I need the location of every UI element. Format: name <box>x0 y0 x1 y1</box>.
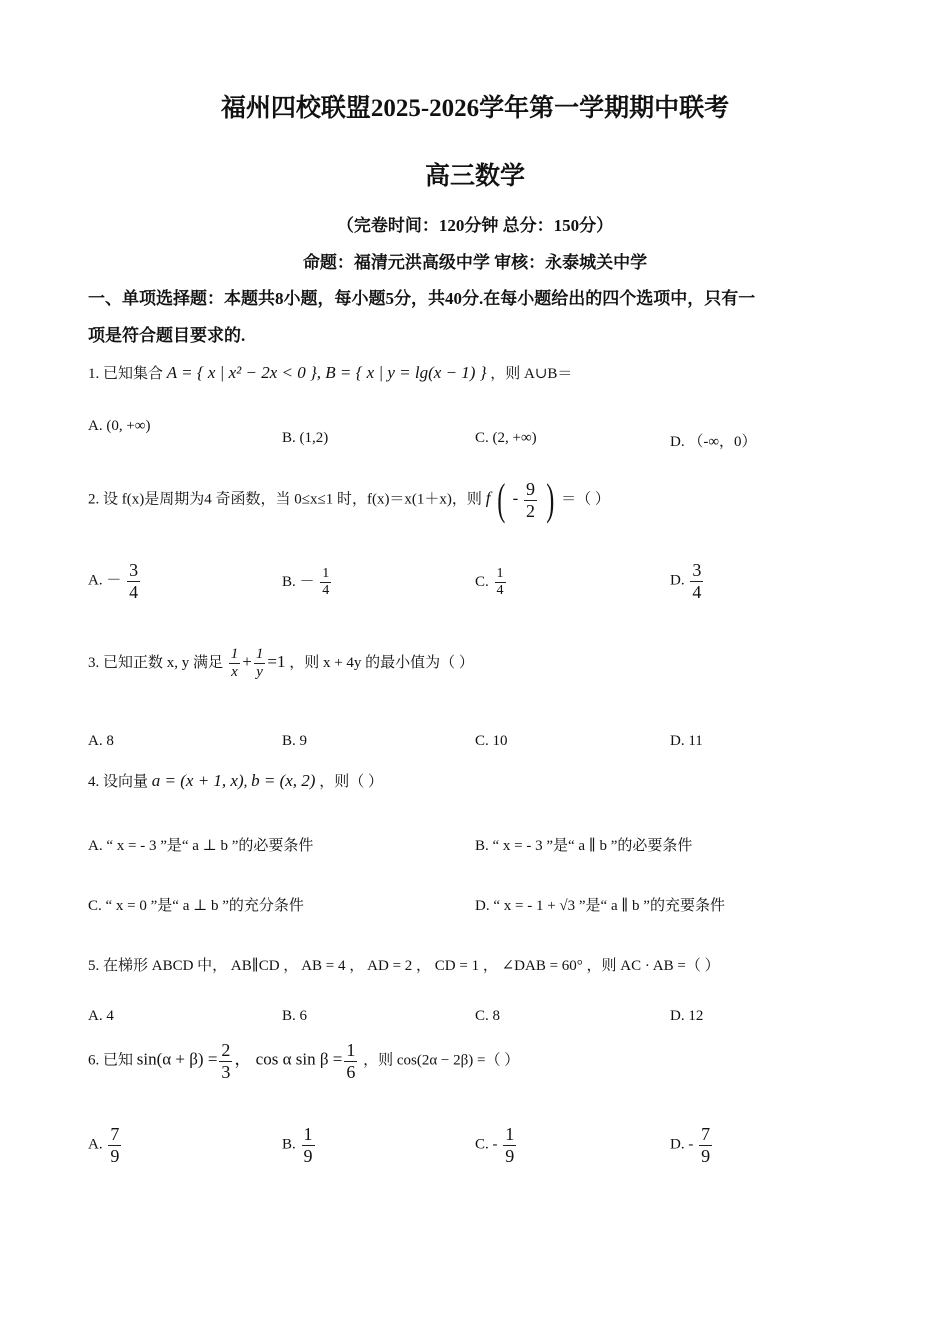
q5-option-d: D. 12 <box>670 1008 704 1024</box>
q2-option-d-num: 3 <box>692 560 702 580</box>
q6-option-b <box>282 1124 317 1166</box>
q2-minus: - <box>512 488 519 508</box>
q6-option-d <box>670 1124 714 1166</box>
q2-option-c-den: 4 <box>496 583 504 599</box>
q6-option-b-num: 1 <box>303 1124 313 1144</box>
q6-option-d-label: D. <box>670 1136 685 1153</box>
q4-option-a: A. “ x = - 3 ”是“ a ⊥ b ”的必要条件 <box>88 838 314 854</box>
q2-prefix: 2. 设 f(x)是周期为4 奇函数，当 0≤x≤1 时，f(x)＝x(1＋x)，则 <box>88 491 482 508</box>
q6-option-a-den: 9 <box>110 1145 120 1166</box>
q1-option-d: D. （-∞，0） <box>670 434 757 450</box>
q3-prefix: 3. 已知正数 x, y 满足 <box>88 655 224 672</box>
section-heading-line1: 一、单项选择题：本题共8小题，每小题5分，共40分.在每小题给出的四个选项中，只有一 <box>88 289 756 308</box>
exam-title: 福州四校联盟2025-2026学年第一学期期中联考 <box>220 95 730 122</box>
q2-option-a-fraction <box>127 560 140 602</box>
q1-set-b: , B = { x | y = lg(x − 1) } <box>316 363 487 382</box>
q2-option-c-fraction <box>495 566 506 599</box>
q1-prefix: 1. 已知集合 <box>88 366 164 382</box>
q2-option-d-fraction <box>690 560 703 602</box>
q1-option-c: C. (2, +∞) <box>475 430 537 446</box>
q3-fraction-1 <box>229 646 241 682</box>
q2-option-d-den: 4 <box>692 581 702 602</box>
q6-option-b-den: 9 <box>303 1145 313 1166</box>
q6-option-a-label: A. <box>88 1136 103 1153</box>
q6-cos-expr: ， cos α sin β = <box>234 1049 343 1069</box>
q6-prefix: 6. 已知 <box>88 1052 134 1069</box>
q6-option-d-fraction <box>699 1124 712 1166</box>
question-5: 5. 在梯形 ABCD 中， AB∥CD ， AB = 4 ， AD = 2 ， CD = 1 ， ∠DAB = 60° ，则 AC · AB =（ ） <box>88 958 720 974</box>
question-3 <box>88 646 474 682</box>
q2-option-a-num: 3 <box>129 560 139 580</box>
q2-option-d <box>670 560 705 602</box>
q3-f1-num: 1 <box>229 646 241 664</box>
section-heading-line2: 项是符合题目要求的. <box>88 326 246 345</box>
q1-option-b: B. (1,2) <box>282 430 329 446</box>
q6-option-a <box>88 1124 123 1166</box>
authors-line: 命题：福清元洪高级中学 审核：永泰城关中学 <box>302 253 648 272</box>
q5-option-b: B. 6 <box>282 1008 308 1024</box>
q6-option-d-num: 7 <box>701 1124 711 1144</box>
q2-option-a <box>88 560 142 602</box>
q4-prefix: 4. 设向量 <box>88 774 149 790</box>
q6-option-a-num: 7 <box>110 1124 120 1144</box>
q2-option-a-den: 4 <box>129 581 139 602</box>
question-4 <box>88 770 383 791</box>
q6-fraction-1 <box>219 1040 232 1082</box>
q6-option-d-den: 9 <box>701 1145 711 1166</box>
q3-f2-num: 1 <box>254 646 266 664</box>
q6-suffix: ，则 cos(2α − 2β) =（ ） <box>363 1052 520 1069</box>
q2-suffix: ＝（ ） <box>561 491 610 508</box>
q6-option-b-fraction <box>302 1124 315 1166</box>
q3-option-b: B. 9 <box>282 733 308 749</box>
q6-option-c-num: 1 <box>505 1124 515 1144</box>
q2-option-c-num: 1 <box>495 566 506 583</box>
q6-option-a-fraction <box>108 1124 121 1166</box>
q6-option-d-sign: - <box>688 1136 694 1153</box>
q2-option-b-label: B. － <box>282 574 315 591</box>
q3-option-c: C. 10 <box>475 733 508 749</box>
q4-vector-a: a = (x + 1, x) <box>151 771 244 790</box>
q4-suffix: ，则（ ） <box>319 774 383 790</box>
q1-option-a: A. (0, +∞) <box>88 418 151 434</box>
q3-f1-den: x <box>231 664 238 681</box>
q2-option-c <box>475 566 508 599</box>
question-6 <box>88 1040 519 1082</box>
q5-option-a: A. 4 <box>88 1008 114 1024</box>
q1-suffix: ，则 A∪B＝ <box>490 366 573 382</box>
q6-f2-den: 6 <box>346 1061 356 1082</box>
q6-option-c-label: C. <box>475 1136 489 1153</box>
q3-f2-den: y <box>256 664 263 681</box>
q6-f1-den: 3 <box>221 1061 231 1082</box>
q6-option-c-sign: - <box>492 1136 498 1153</box>
q1-set-a: A = { x | x² − 2x < 0 } <box>166 363 317 382</box>
q2-option-b-den: 4 <box>322 583 330 599</box>
q3-option-d: D. 11 <box>670 733 703 749</box>
question-1 <box>88 362 572 383</box>
q2-option-b <box>282 566 333 599</box>
q2-denominator: 2 <box>526 500 535 521</box>
q6-option-c-den: 9 <box>505 1145 515 1166</box>
q2-function: f <box>485 488 491 508</box>
q6-fraction-2 <box>344 1040 357 1082</box>
q3-equals: =1 <box>267 652 286 672</box>
q6-option-c <box>475 1124 518 1166</box>
q2-option-c-label: C. <box>475 574 489 591</box>
exam-info: （完卷时间：120分钟 总分：150分） <box>336 216 614 235</box>
q6-f1-num: 2 <box>221 1040 231 1060</box>
q2-fraction <box>524 479 537 521</box>
q2-right-paren: ) <box>546 475 555 524</box>
q4-option-d: D. “ x = - 1 + √3 ”是“ a ∥ b ”的充要条件 <box>475 898 725 914</box>
q4-separator: , <box>243 774 248 790</box>
q6-f2-num: 1 <box>346 1040 356 1060</box>
q5-option-c: C. 8 <box>475 1008 501 1024</box>
q2-option-b-num: 1 <box>320 566 331 583</box>
q2-numerator: 9 <box>526 478 535 499</box>
q6-sin-expr: sin(α + β) = <box>136 1049 218 1069</box>
q4-option-c: C. “ x = 0 ”是“ a ⊥ b ”的充分条件 <box>88 898 304 914</box>
q6-option-c-fraction <box>503 1124 516 1166</box>
q4-option-b: B. “ x = - 3 ”是“ a ∥ b ”的必要条件 <box>475 838 693 854</box>
q3-suffix: ，则 x + 4y 的最小值为（ ） <box>289 655 474 672</box>
q4-vector-b: b = (x, 2) <box>251 771 316 790</box>
q3-option-a: A. 8 <box>88 733 114 749</box>
question-2 <box>88 475 610 524</box>
q6-option-b-label: B. <box>282 1136 296 1153</box>
q2-option-a-label: A. － <box>88 572 122 589</box>
q2-option-d-label: D. <box>670 572 685 589</box>
subject-title: 高三数学 <box>424 163 525 190</box>
q2-left-paren: ( <box>497 475 506 524</box>
q3-fraction-2 <box>254 646 266 682</box>
q2-option-b-fraction <box>320 566 331 599</box>
q3-plus: + <box>242 652 252 672</box>
